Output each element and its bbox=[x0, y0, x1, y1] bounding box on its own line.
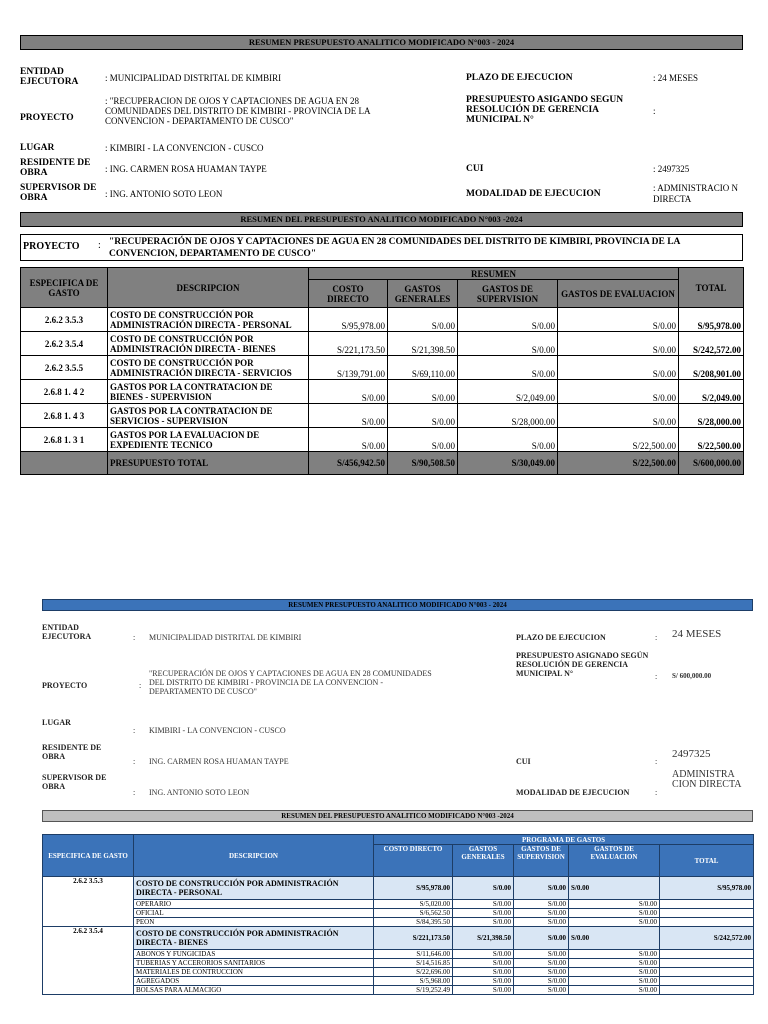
item-gg: S/0.00 bbox=[453, 900, 514, 909]
sheet2-subtitle-bar bbox=[42, 810, 753, 822]
group-ev: S/0.00 bbox=[569, 927, 660, 950]
item-row bbox=[43, 900, 754, 909]
sheet2-title-bar bbox=[42, 599, 753, 611]
residente-value: : ING. CARMEN ROSA HUAMAN TAYPE bbox=[105, 164, 267, 174]
item-gg: S/0.00 bbox=[453, 986, 514, 995]
row-total: S/22,500.00 bbox=[679, 428, 744, 452]
row-code: 2.6.8 1. 4 3 bbox=[21, 404, 108, 428]
col2-programa: PROGRAMA DE GASTOS bbox=[374, 835, 754, 845]
group-row bbox=[43, 927, 754, 950]
item-ev: S/0.00 bbox=[569, 950, 660, 959]
row-desc-text: COSTO DE CONSTRUCCIÓN POR ADMINISTRACIÓN DIRECTA - BIENES bbox=[110, 333, 276, 354]
item-total bbox=[660, 986, 754, 995]
item-desc: BOLSAS PARA ALMACIGO bbox=[134, 986, 374, 995]
table-row bbox=[21, 356, 744, 380]
item-ev: S/0.00 bbox=[569, 900, 660, 909]
row-total: S/242,572.00 bbox=[679, 332, 744, 356]
row-gg: S/21,398.50 bbox=[388, 332, 458, 356]
presupuesto-value-2: S/ 600,000.00 bbox=[672, 672, 712, 680]
modalidad-value: : ADMINISTRACIO N DIRECTA bbox=[653, 183, 739, 204]
row-ev: S/22,500.00 bbox=[558, 428, 679, 452]
row-gg: S/0.00 bbox=[388, 308, 458, 332]
residente-label-2: RESIDENTE DE OBRA bbox=[42, 743, 102, 761]
supervisor-value: : ING. ANTONIO SOTO LEON bbox=[105, 189, 223, 199]
item-total bbox=[660, 909, 754, 918]
col-especifica: ESPECIFICA DE GASTO bbox=[21, 268, 108, 308]
row-desc-text: GASTOS POR LA CONTRATACION DE BIENES - SUPERVISION bbox=[110, 381, 273, 402]
col-descripcion: DESCRIPCION bbox=[108, 268, 309, 308]
item-row bbox=[43, 986, 754, 995]
presupuesto-label: PRESUPUESTO ASIGANDO SEGUN RESOLUCIÓN DE GERENCIA MUNICIPAL N° bbox=[466, 95, 624, 123]
presupuesto-label-2: PRESUPUESTO ASIGNADO SEGÚN RESOLUCIÓN DE GERENCIA MUNICIPAL N° bbox=[516, 651, 649, 678]
item-ev: S/0.00 bbox=[569, 986, 660, 995]
cui-value-2: 2497325 bbox=[672, 748, 711, 760]
table-row bbox=[21, 428, 744, 452]
project-box bbox=[20, 234, 743, 261]
row-total: S/2,049.00 bbox=[679, 380, 744, 404]
item-sup: S/0.00 bbox=[514, 977, 569, 986]
row-code: 2.6.8 1. 4 2 bbox=[21, 380, 108, 404]
modalidad-colon-2: : bbox=[655, 788, 658, 797]
item-cd: S/6,562.50 bbox=[374, 909, 453, 918]
sheet1-title-bar bbox=[20, 35, 743, 50]
item-desc: AGREGADOS bbox=[134, 977, 374, 986]
row-ev: S/0.00 bbox=[558, 380, 679, 404]
col-costo-directo: COSTO DIRECTO bbox=[309, 280, 388, 308]
entidad-value: : MUNICIPALIDAD DISTRITAL DE KIMBIRI bbox=[105, 73, 282, 83]
total-row bbox=[21, 452, 744, 475]
plazo-value-2: 24 MESES bbox=[672, 628, 722, 640]
group-cd: S/95,978.00 bbox=[374, 877, 453, 900]
budget-summary-table bbox=[20, 267, 744, 475]
row-gg: S/0.00 bbox=[388, 404, 458, 428]
total-sup: S/30,049.00 bbox=[458, 452, 558, 475]
row-gg: S/0.00 bbox=[388, 380, 458, 404]
table-row bbox=[21, 332, 744, 356]
row-cd: S/0.00 bbox=[309, 428, 388, 452]
item-cd: S/22,696.00 bbox=[374, 968, 453, 977]
modalidad-value-2: ADMINISTRA CION DIRECTA bbox=[672, 770, 742, 790]
row-desc bbox=[108, 428, 309, 452]
sheet1-subtitle: RESUMEN DEL PRESUPUESTO ANALITICO MODIFICADO N°003 -2024 bbox=[240, 214, 523, 224]
item-ev: S/0.00 bbox=[569, 968, 660, 977]
col-supervision: GASTOS DE SUPERVISION bbox=[458, 280, 558, 308]
item-gg: S/0.00 bbox=[453, 968, 514, 977]
entidad-label-2: ENTIDAD EJECUTORA bbox=[42, 623, 92, 641]
project-box-colon: : bbox=[98, 240, 101, 251]
proyecto-value-2: "RECUPERACIÓN DE OJOS Y CAPTACIONES DE AGUA EN 28 COMUNIDADES DEL DISTRITO DE KIMBIRI - PROVINCIA DE LA CONVENCION - DEPARTAMENTO DE CUSCO" bbox=[149, 669, 432, 696]
item-sup: S/0.00 bbox=[514, 900, 569, 909]
row-total: S/28,000.00 bbox=[679, 404, 744, 428]
row-sup: S/0.00 bbox=[458, 332, 558, 356]
item-sup: S/0.00 bbox=[514, 918, 569, 927]
total-ev: S/22,500.00 bbox=[558, 452, 679, 475]
plazo-label-2: PLAZO DE EJECUCION bbox=[516, 633, 606, 642]
row-total: S/208,901.00 bbox=[679, 356, 744, 380]
item-gg: S/0.00 bbox=[453, 950, 514, 959]
total-label: PRESUPUESTO TOTAL bbox=[108, 452, 309, 475]
item-total bbox=[660, 959, 754, 968]
presupuesto-value: : bbox=[653, 106, 656, 116]
supervisor-colon-2: : bbox=[133, 788, 136, 797]
group-total: S/242,572.00 bbox=[660, 927, 754, 950]
project-box-value: "RECUPERACIÓN DE OJOS Y CAPTACIONES DE AGUA EN 28 COMUNIDADES DEL DISTRITO DE KIMBIRI, PROVINCIA DE LA CONVENCION, DEPARTAMENTO DE CUSCO" bbox=[109, 237, 680, 259]
group-total: S/95,978.00 bbox=[660, 877, 754, 900]
col2-descripcion: DESCRIPCION bbox=[134, 835, 374, 877]
item-gg: S/0.00 bbox=[453, 918, 514, 927]
item-desc: MATERIALES DE CONTRUCCION bbox=[134, 968, 374, 977]
total-blank bbox=[21, 452, 108, 475]
group-desc: COSTO DE CONSTRUCCIÓN POR ADMINISTRACIÓN DIRECTA - BIENES bbox=[134, 927, 374, 950]
item-ev: S/0.00 bbox=[569, 918, 660, 927]
item-sup: S/0.00 bbox=[514, 950, 569, 959]
col2-gastos-generales: GASTOS GENERALES bbox=[453, 845, 514, 877]
group-gg: S/0.00 bbox=[453, 877, 514, 900]
modalidad-label-2: MODALIDAD DE EJECUCION bbox=[516, 788, 630, 797]
residente-value-2: ING. CARMEN ROSA HUAMAN TAYPE bbox=[149, 757, 289, 766]
plazo-label: PLAZO DE EJECUCION bbox=[466, 73, 573, 83]
row-sup: S/2,049.00 bbox=[458, 380, 558, 404]
item-sup: S/0.00 bbox=[514, 986, 569, 995]
item-total bbox=[660, 950, 754, 959]
row-cd: S/0.00 bbox=[309, 404, 388, 428]
row-sup: S/0.00 bbox=[458, 356, 558, 380]
item-cd: S/5,968.00 bbox=[374, 977, 453, 986]
row-gg: S/0.00 bbox=[388, 428, 458, 452]
col-gastos-generales: GASTOS GENERALES bbox=[388, 280, 458, 308]
row-desc bbox=[108, 308, 309, 332]
table-row bbox=[21, 404, 744, 428]
row-ev: S/0.00 bbox=[558, 332, 679, 356]
item-total bbox=[660, 900, 754, 909]
item-gg: S/0.00 bbox=[453, 909, 514, 918]
item-cd: S/5,020.00 bbox=[374, 900, 453, 909]
item-sup: S/0.00 bbox=[514, 968, 569, 977]
item-cd: S/11,646.00 bbox=[374, 950, 453, 959]
row-sup: S/28,000.00 bbox=[458, 404, 558, 428]
group-code: 2.6.2 3.5.4 bbox=[43, 927, 134, 995]
col2-evaluacion: GASTOS DE EVALUACION bbox=[569, 845, 660, 877]
entidad-value-2: MUNICIPALIDAD DISTRITAL DE KIMBIRI bbox=[149, 633, 302, 642]
col2-supervision: GASTOS DE SUPERVISION bbox=[514, 845, 569, 877]
row-desc bbox=[108, 332, 309, 356]
residente-colon-2: : bbox=[133, 757, 136, 766]
row-code: 2.6.2 3.5.5 bbox=[21, 356, 108, 380]
item-gg: S/0.00 bbox=[453, 977, 514, 986]
item-ev: S/0.00 bbox=[569, 909, 660, 918]
item-row bbox=[43, 909, 754, 918]
col2-costo-directo: COSTO DIRECTO bbox=[374, 845, 453, 877]
row-sup: S/0.00 bbox=[458, 308, 558, 332]
col2-especifica: ESPECIFICA DE GASTO bbox=[43, 835, 134, 877]
item-gg: S/0.00 bbox=[453, 959, 514, 968]
item-desc: ABONOS Y FUNGICIDAS bbox=[134, 950, 374, 959]
sheet2-title: RESUMEN PRESUPUESTO ANALITICO MODIFICADO N°003 - 2024 bbox=[288, 601, 507, 609]
lugar-colon-2: : bbox=[133, 726, 136, 735]
row-code: 2.6.8 1. 3 1 bbox=[21, 428, 108, 452]
residente-label: RESIDENTE DE OBRA bbox=[20, 158, 91, 178]
proyecto-value: : "RECUPERACION DE OJOS Y CAPTACIONES DE AGUA EN 28 COMUNIDADES DEL DISTRITO DE KIMBIRI - PROVINCIA DE LA CONVENCION - DEPARTAMENTO DE CUSCO" bbox=[105, 96, 370, 126]
supervisor-value-2: ING. ANTONIO SOTO LEON bbox=[149, 788, 250, 797]
item-cd: S/19,252.49 bbox=[374, 986, 453, 995]
supervisor-label: SUPERVISOR DE OBRA bbox=[20, 183, 97, 203]
sheet1-subtitle-bar bbox=[20, 212, 743, 227]
row-desc bbox=[108, 380, 309, 404]
row-desc-text: COSTO DE CONSTRUCCIÓN POR ADMINISTRACIÓN DIRECTA - SERVICIOS bbox=[110, 357, 292, 378]
group-desc: COSTO DE CONSTRUCCIÓN POR ADMINISTRACIÓN DIRECTA - PERSONAL bbox=[134, 877, 374, 900]
plazo-colon-2: : bbox=[655, 633, 658, 642]
row-cd: S/0.00 bbox=[309, 380, 388, 404]
item-cd: S/14,516.85 bbox=[374, 959, 453, 968]
proyecto-label-2: PROYECTO bbox=[42, 681, 88, 690]
item-row bbox=[43, 977, 754, 986]
proyecto-colon-2: : bbox=[139, 681, 142, 690]
col-resumen: RESUMEN bbox=[309, 268, 679, 280]
total-gg: S/90,508.50 bbox=[388, 452, 458, 475]
item-total bbox=[660, 977, 754, 986]
item-row bbox=[43, 968, 754, 977]
cui-value: : 2497325 bbox=[653, 164, 690, 174]
col-evaluacion: GASTOS DE EVALUACION bbox=[558, 280, 679, 308]
row-desc bbox=[108, 404, 309, 428]
row-ev: S/0.00 bbox=[558, 356, 679, 380]
total-cd: S/456,942.50 bbox=[309, 452, 388, 475]
item-total bbox=[660, 968, 754, 977]
lugar-label: LUGAR bbox=[20, 143, 55, 153]
table-row bbox=[21, 380, 744, 404]
presupuesto-colon-2: : bbox=[655, 672, 658, 681]
budget-detail-table bbox=[42, 834, 754, 995]
entidad-label: ENTIDAD EJECUTORA bbox=[20, 67, 79, 87]
entidad-colon-2: : bbox=[133, 633, 136, 642]
item-desc: PEON bbox=[134, 918, 374, 927]
table-row bbox=[21, 308, 744, 332]
total-total: S/600,000.00 bbox=[679, 452, 744, 475]
row-cd: S/95,978.00 bbox=[309, 308, 388, 332]
project-box-label: PROYECTO bbox=[23, 241, 80, 252]
item-total bbox=[660, 918, 754, 927]
row-desc-text: GASTOS POR LA CONTRATACION DE SERVICIOS - SUPERVISION bbox=[110, 405, 273, 426]
group-gg: S/21,398.50 bbox=[453, 927, 514, 950]
row-cd: S/221,173.50 bbox=[309, 332, 388, 356]
row-total: S/95,978.00 bbox=[679, 308, 744, 332]
col2-total: TOTAL bbox=[660, 845, 754, 877]
proyecto-label: PROYECTO bbox=[20, 113, 74, 123]
group-ev: S/0.00 bbox=[569, 877, 660, 900]
item-row bbox=[43, 918, 754, 927]
item-desc: OFICIAL bbox=[134, 909, 374, 918]
item-ev: S/0.00 bbox=[569, 977, 660, 986]
group-sup: S/0.00 bbox=[514, 927, 569, 950]
row-desc-text: GASTOS POR LA EVALUACION DE EXPEDIENTE TECNICO bbox=[110, 429, 260, 450]
item-ev: S/0.00 bbox=[569, 959, 660, 968]
row-cd: S/139,791.00 bbox=[309, 356, 388, 380]
item-sup: S/0.00 bbox=[514, 959, 569, 968]
item-row bbox=[43, 950, 754, 959]
row-code: 2.6.2 3.5.4 bbox=[21, 332, 108, 356]
lugar-value: : KIMBIRI - LA CONVENCION - CUSCO bbox=[105, 143, 264, 153]
supervisor-label-2: SUPERVISOR DE OBRA bbox=[42, 773, 107, 791]
item-desc: TUBERIAS Y ACCERORIOS SANITARIOS bbox=[134, 959, 374, 968]
row-ev: S/0.00 bbox=[558, 404, 679, 428]
lugar-value-2: KIMBIRI - LA CONVENCION - CUSCO bbox=[149, 726, 286, 735]
group-cd: S/221,173.50 bbox=[374, 927, 453, 950]
modalidad-label: MODALIDAD DE EJECUCION bbox=[466, 189, 601, 199]
item-sup: S/0.00 bbox=[514, 909, 569, 918]
cui-label: CUI bbox=[466, 164, 484, 174]
row-gg: S/69,110.00 bbox=[388, 356, 458, 380]
plazo-value: : 24 MESES bbox=[653, 73, 699, 83]
row-ev: S/0.00 bbox=[558, 308, 679, 332]
group-code: 2.6.2 3.5.3 bbox=[43, 877, 134, 927]
cui-label-2: CUI bbox=[516, 757, 531, 766]
item-cd: S/84,395.50 bbox=[374, 918, 453, 927]
cui-colon-2: : bbox=[655, 757, 658, 766]
row-code: 2.6.2 3.5.3 bbox=[21, 308, 108, 332]
row-desc bbox=[108, 356, 309, 380]
col-total: TOTAL bbox=[679, 268, 744, 308]
group-sup: S/0.00 bbox=[514, 877, 569, 900]
sheet2-subtitle: RESUMEN DEL PRESUPUESTO ANALITICO MODIFICADO N°003 -2024 bbox=[281, 812, 514, 820]
sheet1-title: RESUMEN PRESUPUESTO ANALITICO MODIFICADO N°003 - 2024 bbox=[248, 37, 515, 47]
row-desc-text: COSTO DE CONSTRUCCIÓN POR ADMINISTRACIÓN DIRECTA - PERSONAL bbox=[110, 309, 292, 330]
group-row bbox=[43, 877, 754, 900]
item-row bbox=[43, 959, 754, 968]
lugar-label-2: LUGAR bbox=[42, 718, 71, 727]
row-sup: S/0.00 bbox=[458, 428, 558, 452]
item-desc: OPERARIO bbox=[134, 900, 374, 909]
